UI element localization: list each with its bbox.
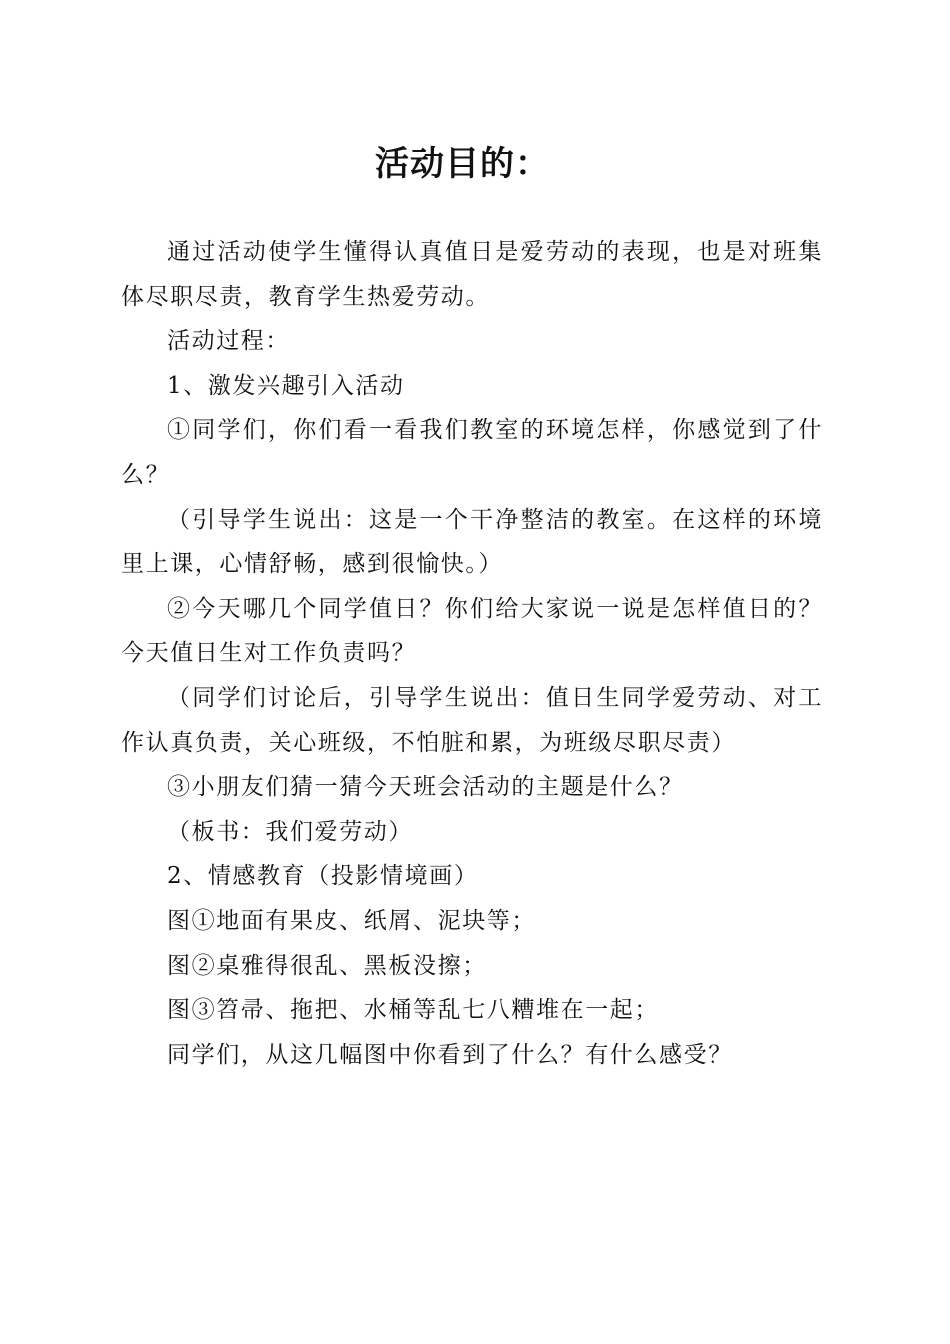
paragraph-picture-2: 图②桌雅得很乱、黑板没擦；: [167, 952, 487, 979]
document-body: [121, 230, 823, 1077]
paragraph-purpose: 通过活动使学生懂得认真值日是爱劳动的表现，也是对班集体尽职尽责，教育学生热爱劳动。: [121, 239, 823, 310]
paragraph-question-3: ③小朋友们猜一猜今天班会活动的主题是什么？: [167, 774, 684, 801]
paragraph-picture-3: 图③笤帚、拖把、水桶等乱七八糟堆在一起；: [167, 997, 659, 1024]
paragraph-question-1: ①同学们，你们看一看我们教室的环境怎样，你感觉到了什么？: [121, 417, 823, 488]
paragraph-guide-1: （引导学生说出：这是一个干净整洁的教室。在这样的环境里上课，心情舒畅，感到很愉快。）: [121, 506, 823, 578]
paragraph-final-question: 同学们，从这几幅图中你看到了什么？有什么感受？: [167, 1041, 733, 1068]
page-title: 活动目的：: [375, 144, 550, 184]
paragraph-blackboard: （板书：我们爱劳动）: [167, 818, 413, 845]
paragraph-guide-2: （同学们讨论后，引导学生说出：值日生同学爱劳动、对工作认真负责，关心班级，不怕脏和累，为班级尽职尽责）: [121, 684, 823, 756]
paragraph-question-2: ②今天哪几个同学值日？你们给大家说一说是怎样值日的？今天值日生对工作负责吗？: [121, 595, 823, 667]
paragraph-process-heading: 活动过程：: [167, 328, 290, 355]
paragraph-step-2: 2、情感教育（投影情境画）: [167, 863, 479, 890]
paragraph-picture-1: 图①地面有果皮、纸屑、泥块等；: [167, 907, 536, 934]
paragraph-step-1: 1、激发兴趣引入活动: [167, 372, 405, 399]
